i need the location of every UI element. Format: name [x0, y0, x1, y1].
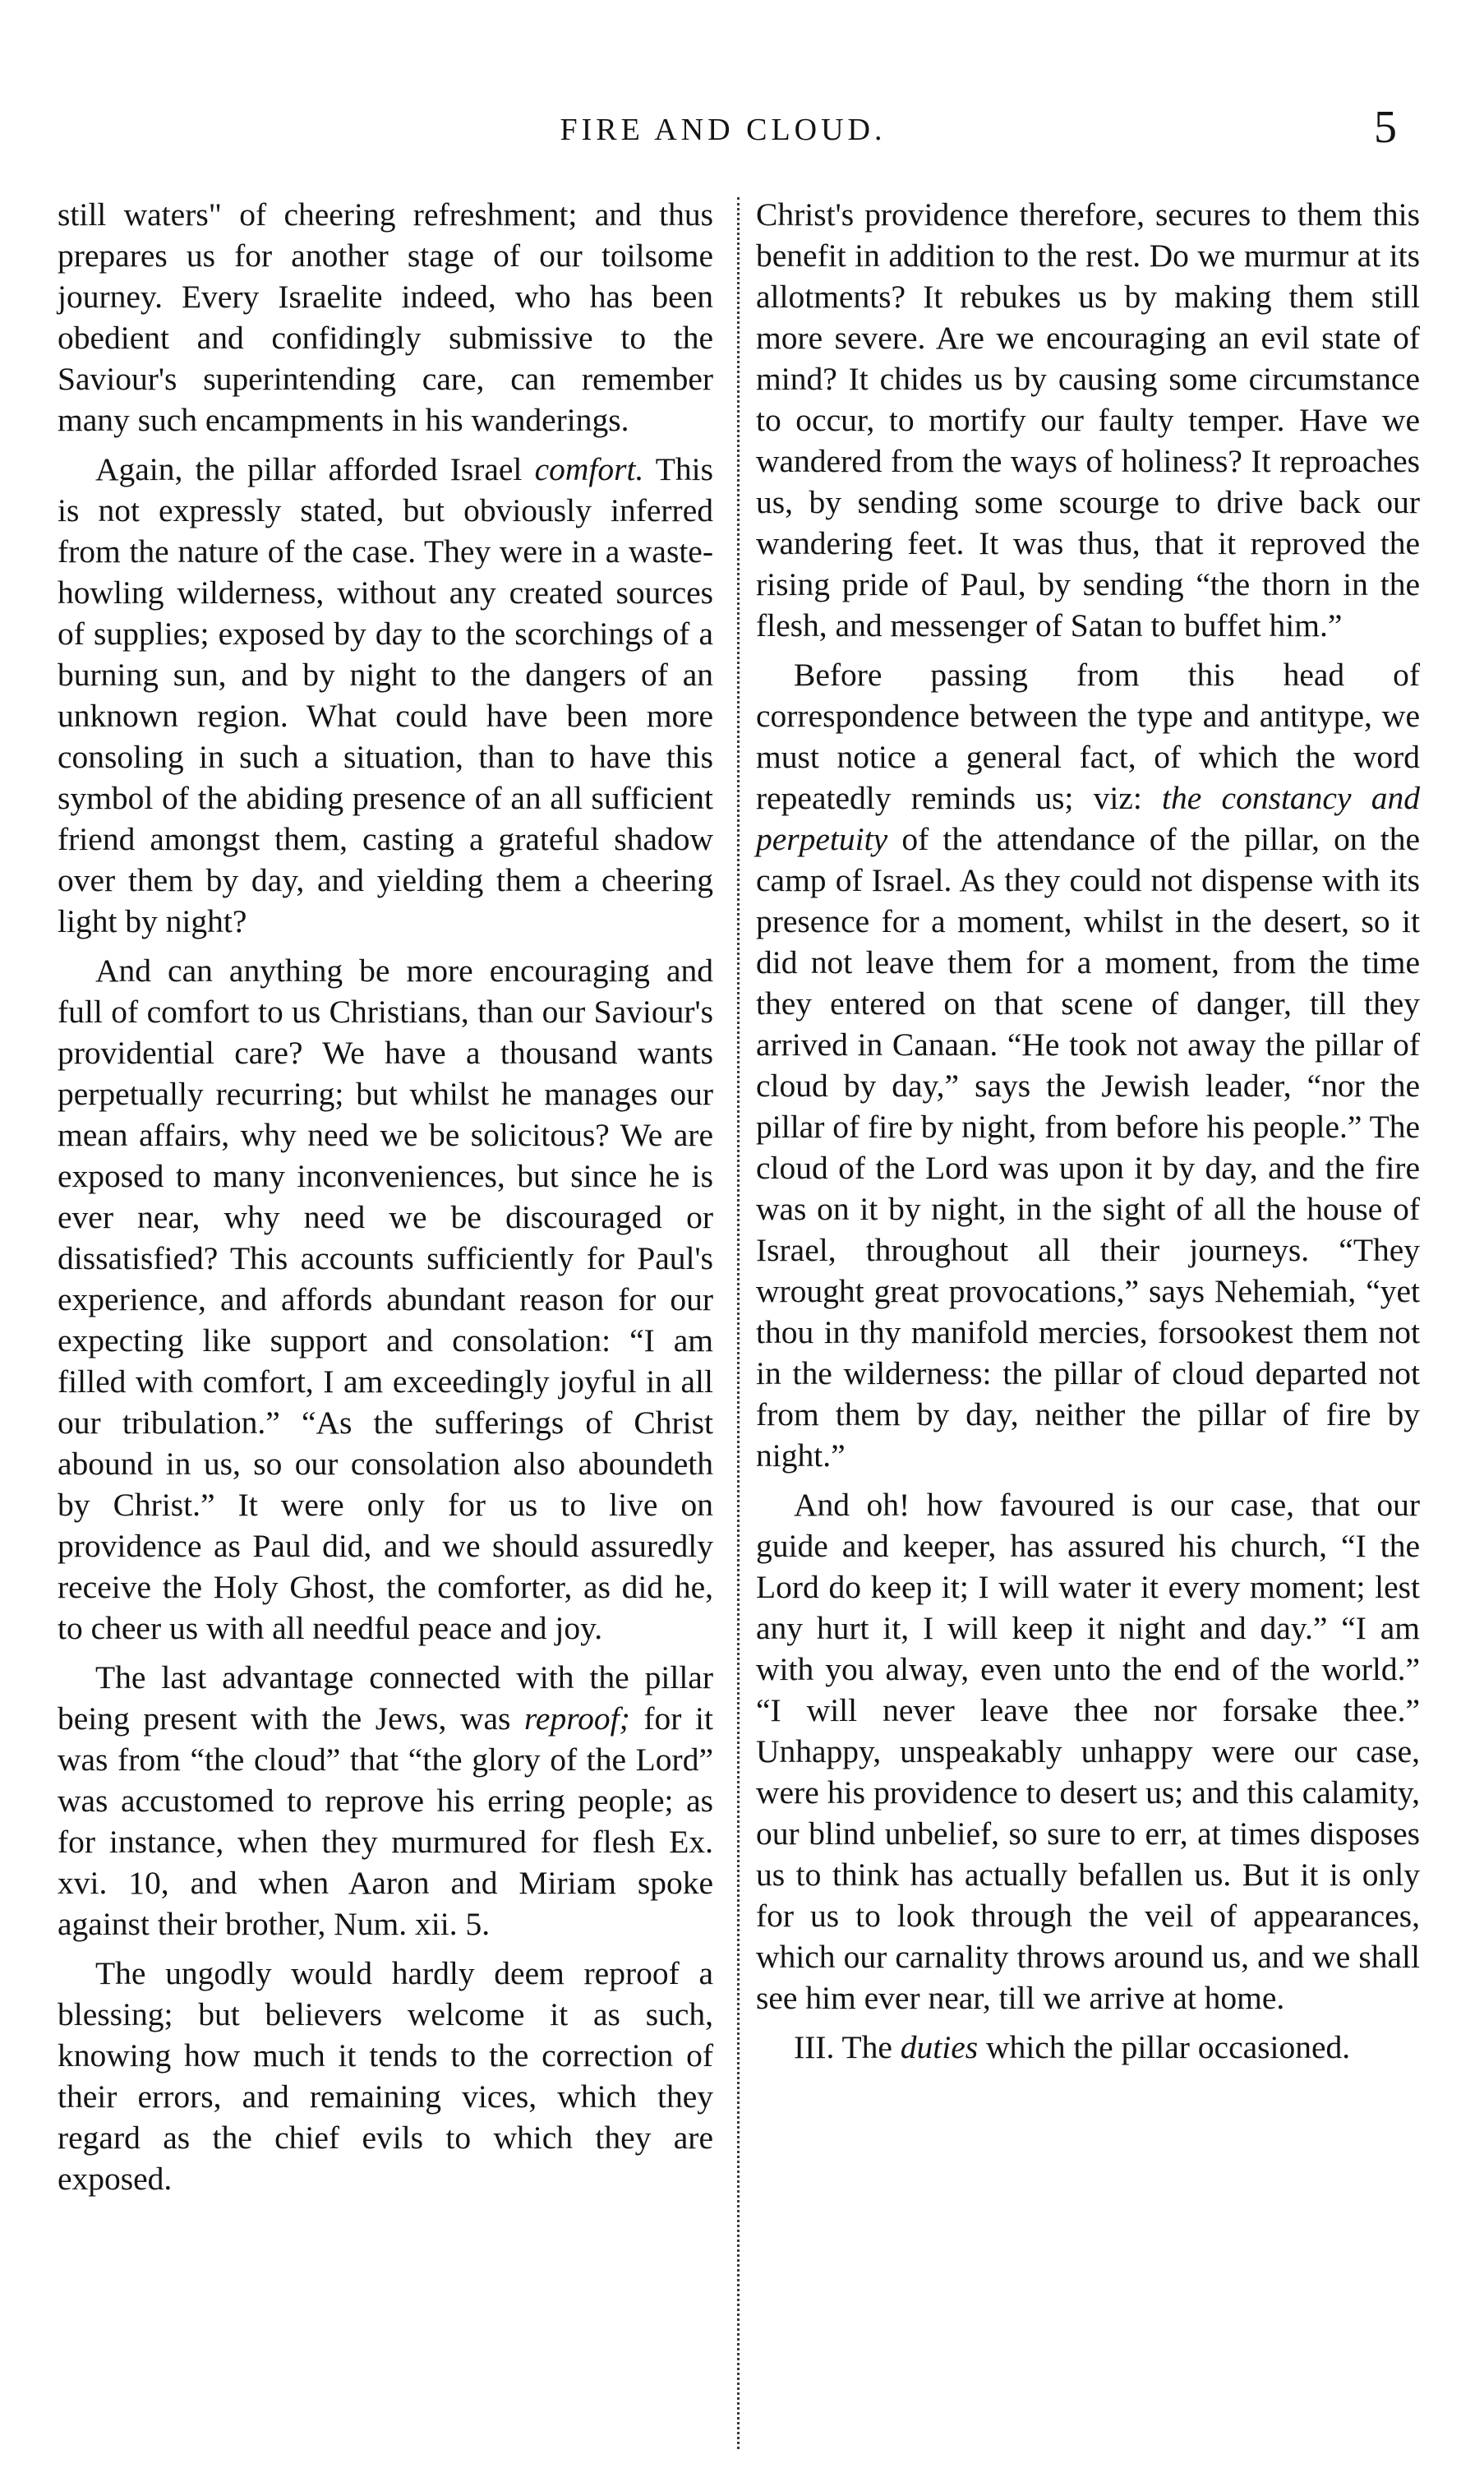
right-column [756, 194, 1420, 2068]
paragraph-text: for it was from “the cloud” that “the glory of the Lord” was accustomed to reprove his erring people; as for instance, when they murmured for flesh Ex. xvi. 10, and when Aaron and Miriam spoke against their brother, Num. xii. 5. [58, 1700, 713, 1942]
left-column [58, 194, 713, 2199]
paragraph-text: Again, the pillar afforded Israel [95, 451, 535, 487]
running-title: FIRE AND CLOUD. [560, 113, 887, 147]
page-number: 5 [1374, 102, 1397, 153]
paragraph: And oh! how favoured is our case, that our guide and keeper, has assured his church, “I the Lord do keep it; I will water it every moment; lest any hurt it, I will keep it night and day.” “I am with you alway, even unto the end of the world.” “I will never leave thee nor forsake thee.” Unhappy, unspeakably unhappy were our case, were his providence to desert us; and this calamity, our blind unbelief, so sure to err, at times disposes us to think has actually befallen us. But it is only for us to look through the veil of appearances, which our carnality throws around us, and we shall see him ever near, till we arrive at home. [756, 1487, 1420, 2016]
paragraph [756, 2027, 1420, 2068]
paragraph: And can anything be more encouraging and full of comfort to us Christians, than our Saviour's providential care? We have a thousand wants perpetually recurring; but whilst he manages our mean affairs, why need we be solicitous? We are exposed to many inconveniences, but since he is ever near, why need we be discouraged or dissatisfied? This accounts sufficiently for Paul's experience, and affords abundant reason for our expecting like support and consolation: “I am filled with comfort, I am exceedingly joyful in all our tribulation.” “As the sufferings of Christ abound in us, so our consolation also aboundeth by Christ.” It were only for us to live on providence as Paul did, and we should assuredly receive the Holy Ghost, the comforter, as did he, to cheer us with all needful peace and joy. [58, 953, 713, 1646]
paragraph-text: which the pillar occasioned. [978, 2029, 1351, 2065]
page-header [0, 102, 1484, 163]
italic-term: duties [900, 2029, 979, 2065]
paragraph [756, 654, 1420, 1476]
paragraph-text: Before passing from this head of correspondence between the type and antitype, we must notice a general fact, of which the word repeatedly reminds us; viz: [756, 657, 1420, 816]
italic-term: comfort. [534, 451, 644, 487]
paragraph [58, 1657, 713, 1944]
paragraph: Christ's providence therefore, secures to them this benefit in addition to the rest. Do we murmur at its allotments? It rebukes us by making them still more severe. Are we encouraging an evil state of mind? It chides us by causing some circumstance to occur, to mortify our faulty temper. Have we wandered from the ways of holiness? It reproaches us, by sending some scourge to drive back our wandering feet. It was thus, that it reproved the rising pride of Paul, by sending “the thorn in the flesh, and messenger of Satan to buffet him.” [756, 196, 1420, 644]
paragraph-text: The last advantage connected with the pillar being present with the Jews, was [58, 1659, 713, 1737]
paragraph-text: III. The [794, 2029, 901, 2065]
paragraph [58, 449, 713, 942]
paragraph-text: of the attendance of the pillar, on the camp of Israel. As they could not dispense with its presence for a moment, whilst in the desert, so it did not leave them for a moment, from the time they entered on that scene of danger, till they arrived in Canaan. “He took not away the pillar of cloud by day,” says the Jewish leader, “nor the pillar of fire by night, from before his people.” The cloud of the Lord was upon it by day, and the fire was on it by night, in the sight of all the house of Israel, throughout all their journeys. “They wrought great provocations,” says Nehemiah, “yet thou in thy manifold mercies, forsookest them not in the wilderness: the pillar of cloud departed not from them by day, neither the pillar of fire by night.” [756, 821, 1420, 1474]
paragraph: The ungodly would hardly deem reproof a blessing; but believers welcome it as such, knowing how much it tends to the correction of their errors, and remaining vices, which they regard as the chief evils to which they are exposed. [58, 1955, 713, 2197]
paragraph-text: This is not expressly stated, but obviously inferred from the nature of the case. They were in a waste-howling wilderness, without any created sources of supplies; exposed by day to the scorchings of a burning sun, and by night to the dangers of an unknown region. What could have been more consoling in such a situation, than to have this symbol of the abiding presence of an all sufficient friend amongst them, casting a grateful shadow over them by day, and yielding them a cheering light by night? [58, 451, 713, 939]
italic-term: the constancy and perpetuity [756, 780, 1420, 857]
column-divider [737, 197, 740, 2449]
italic-term: reproof; [524, 1700, 630, 1737]
paragraph: still waters" of cheering refreshment; and thus prepares us for another stage of our toilsome journey. Every Israelite indeed, who has been obedient and confidingly submissive to the Saviour's superintending care, can remember many such encampments in his wanderings. [58, 196, 713, 438]
